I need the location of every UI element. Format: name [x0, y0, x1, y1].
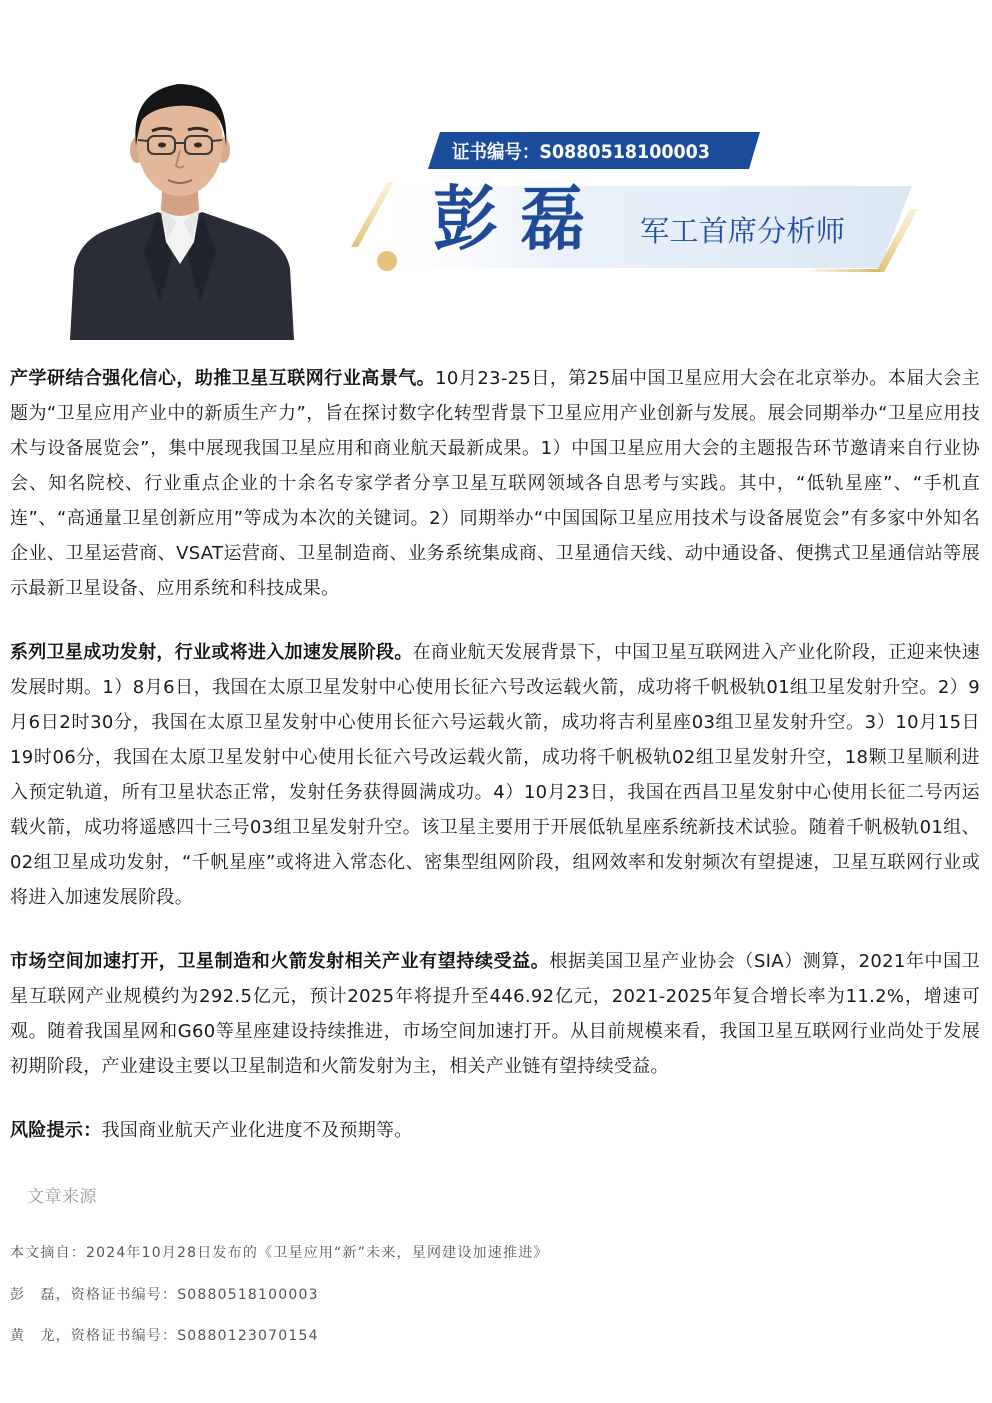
paragraph-lead: 系列卫星成功发射，行业或将进入加速发展阶段。: [10, 642, 413, 663]
source-author-line: 彭 磊，资格证书编号：S0880518100003: [10, 1286, 319, 1303]
analyst-name: 彭 磊: [433, 177, 585, 260]
certificate-number-label: 证书编号：S0880518100003: [452, 141, 733, 163]
analyst-header-banner: [0, 0, 992, 345]
source-heading: 文章来源: [27, 1187, 97, 1207]
paragraph-lead: 市场空间加速打开，卫星制造和火箭发射相关产业有望持续受益。: [10, 951, 550, 972]
gold-underline: [800, 269, 880, 272]
analyst-title: 军工首席分析师: [640, 214, 845, 248]
paragraph-text: 10月23-25日，第25届中国卫星应用大会在北京举办。本届大会主题为“卫星应用产业中的新质生产力”，旨在探讨数字化转型背景下卫星应用产业创新与发展。展会同期举办“卫星应用技术与设备展览会”，集中展现我国卫星应用和商业航天最新成果。1）中国卫星应用大会的主题报告环节邀请来自行业协会、知名院校、行业重点企业的十余名专家学者分享卫星互联网领域各自思考与实践。其中，“低轨星座”、“手机直连”、“高通量卫星创新应用”等成为本次的关键词。2）同期举办“中国国际卫星应用技术与设备展览会”有多家中外知名企业、卫星运营商、VSAT运营商、卫星制造商、业务系统集成商、卫星通信天线、动中通设备、便携式卫星通信站等展示最新卫星设备、应用系统和科技成果。: [10, 368, 980, 599]
paragraph-satellite-launches: [10, 635, 980, 915]
paragraph-market-space: [10, 944, 980, 1084]
source-details: [10, 1233, 980, 1358]
paragraph-text: 根据美国卫星产业协会（SIA）测算，2021年中国卫星互联网产业规模约为292.5亿元，预计2025年将提升至446.92亿元，2021-2025年复合增长率为11.2%，增速可观。随着我国星网和G60等星座建设持续推进，市场空间加速打开。从目前规模来看，我国卫星互联网行业尚处于发展初期阶段，产业建设主要以卫星制造和火箭发射为主，相关产业链有望持续受益。: [10, 951, 981, 1077]
analyst-photo: [70, 84, 294, 340]
paragraph-text: 在商业航天发展背景下，中国卫星互联网进入产业化阶段，正迎来快速发展时期。1）8月6日，我国在太原卫星发射中心使用长征六号改运载火箭，成功将千帆极轨01组卫星发射升空。2）9月6日2时30分，我国在太原卫星发射中心使用长征六号运载火箭，成功将吉利星座03组卫星发射升空。3）10月15日19时06分，我国在太原卫星发射中心使用长征六号改运载火箭，成功将千帆极轨02组卫星发射升空，18颗卫星顺利进入预定轨道，所有卫星状态正常，发射任务获得圆满成功。4）10月23日，我国在西昌卫星发射中心使用长征二号丙运载火箭，成功将遥感四十三号03组卫星发射升空。该卫星主要用于开展低轨星座系统新技术试验。随着千帆极轨01组、02组卫星成功发射，“千帆星座”或将进入常态化、密集型组网阶段，组网效率和发射频次有望提速，卫星互联网行业或将进入加速发展阶段。: [10, 642, 980, 908]
paragraph-lead: 产学研结合强化信心，助推卫星互联网行业高景气。: [10, 368, 436, 389]
source-author-line: 黄 龙，资格证书编号：S0880123070154: [10, 1328, 319, 1344]
paragraph-lead: 风险提示：: [10, 1120, 102, 1141]
source-excerpt-line: 本文摘自：2024年10月28日发布的《卫星应用“新”未来，星网建设加速推进》: [10, 1245, 549, 1261]
right-eye: [194, 143, 202, 148]
paragraph-text: 我国商业航天产业化进度不及预期等。: [101, 1120, 413, 1141]
paragraph-risk-warning: [10, 1113, 980, 1148]
paragraph-industry-conference: [10, 361, 980, 606]
left-eye: [158, 143, 166, 148]
gold-dot: [377, 251, 397, 271]
article-body: [10, 361, 980, 1358]
